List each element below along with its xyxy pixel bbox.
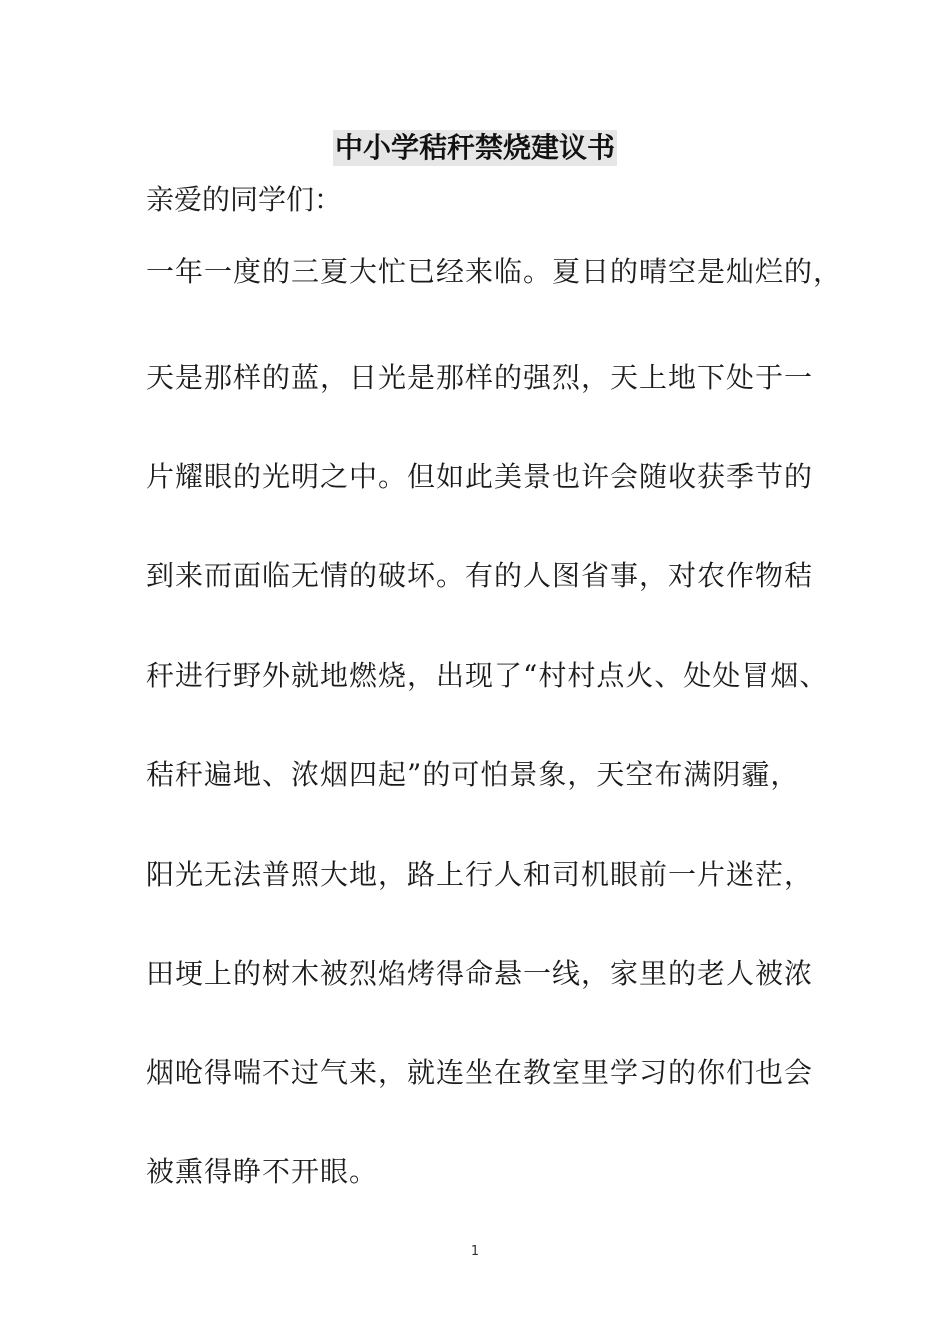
page-number: 1 (470, 1244, 480, 1259)
body-line: 到来而面临无情的破坏。有的人图省事，对农作物秸 (146, 559, 814, 592)
body-line: 秆进行野外就地燃烧，出现了“村村点火、处处冒烟、 (146, 659, 829, 692)
body-line: 被熏得睁不开眼。 (146, 1155, 379, 1188)
body-line: 田埂上的树木被烈焰烤得命悬一线，家里的老人被浓 (146, 957, 814, 990)
body-line: 烟呛得喘不过气来，就连坐在教室里学习的你们也会 (146, 1056, 814, 1089)
title-container (0, 130, 950, 166)
body-line: 片耀眼的光明之中。但如此美景也许会随收获季节的 (146, 460, 814, 493)
body-line: 阳光无法普照大地，路上行人和司机眼前一片迷茫， (146, 858, 814, 891)
body-line: 秸秆遍地、浓烟四起”的可怕景象，天空布满阴霾， (146, 758, 800, 791)
greeting: 亲爱的同学们： (146, 183, 343, 216)
body-line: 天是那样的蓝，日光是那样的强烈，天上地下处于一 (146, 361, 814, 394)
body-line: 一年一度的三夏大忙已经来临。夏日的晴空是灿烂的， (146, 255, 843, 288)
document-title: 中小学秸秆禁烧建议书 (334, 131, 615, 164)
